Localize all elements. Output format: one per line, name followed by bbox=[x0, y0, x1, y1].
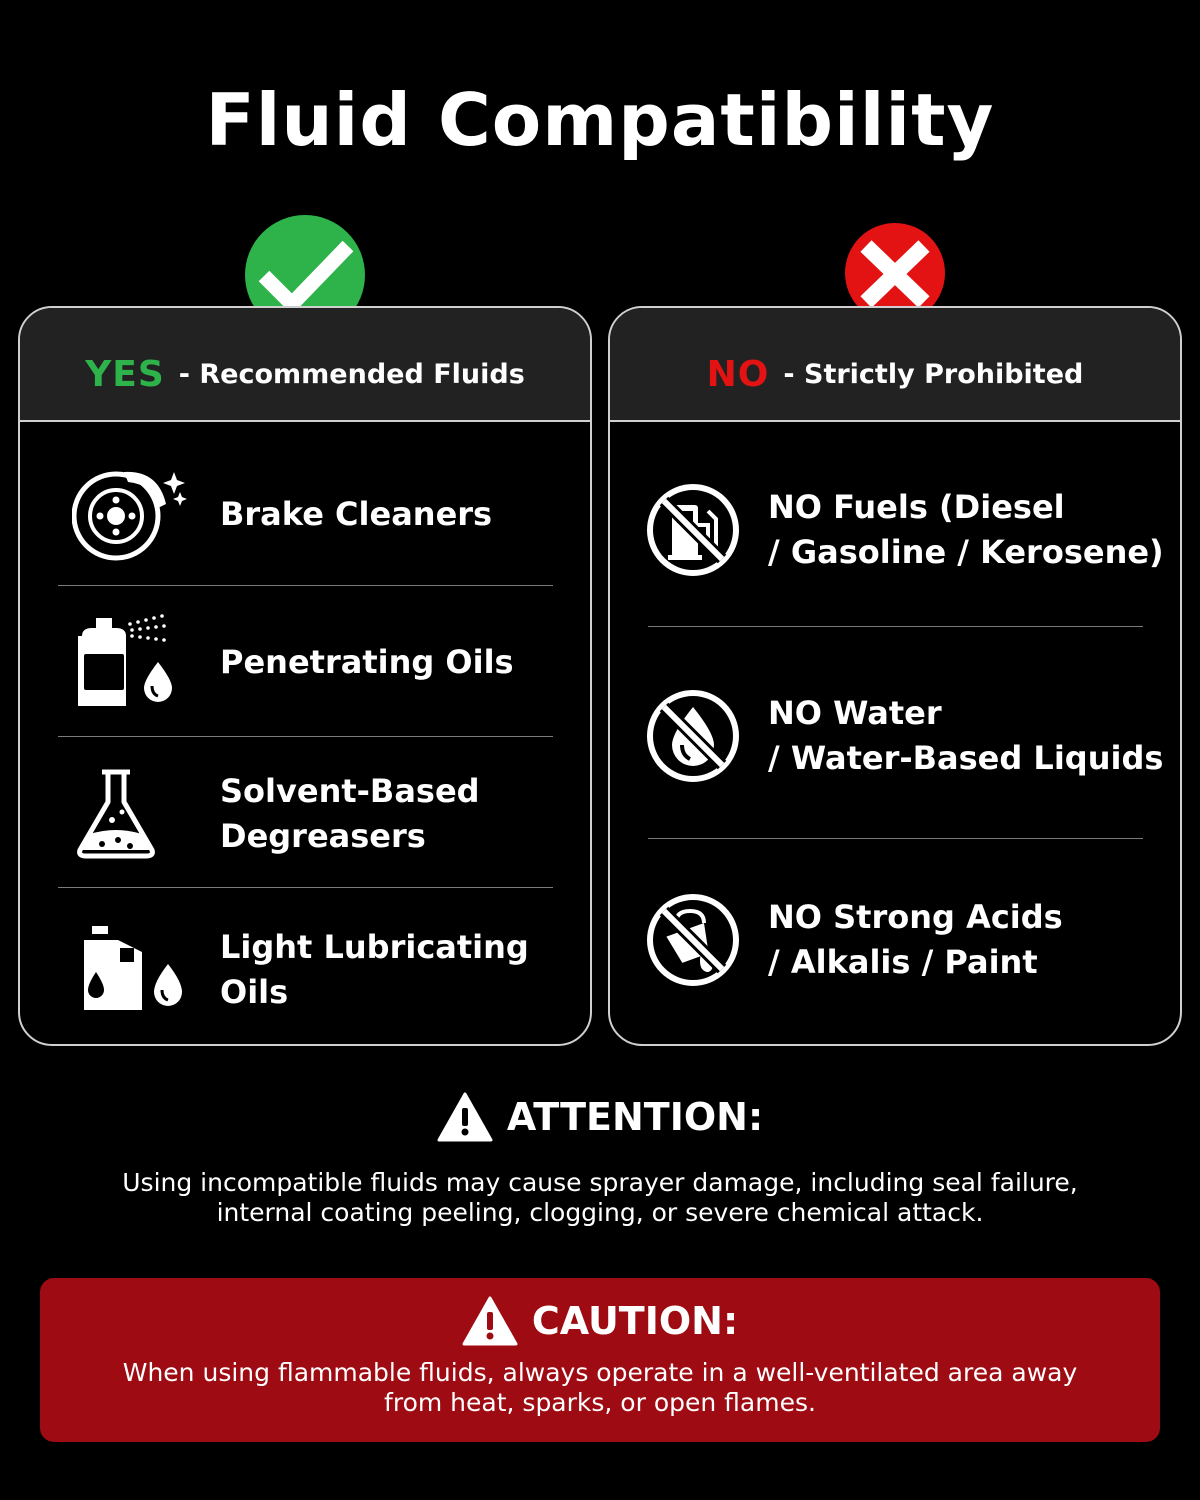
attention-title: ATTENTION: bbox=[506, 1095, 764, 1139]
attention-text: Using incompatible fluids may cause sprayer damage, including seal failure, internal coating peeling, clogging, or severe chemical attack. bbox=[122, 1168, 1078, 1227]
divider bbox=[648, 626, 1143, 627]
no-item-label: NO Water / Water-Based Liquids bbox=[768, 694, 1164, 777]
no-item-label: NO Strong Acids / Alkalis / Paint bbox=[768, 898, 1063, 981]
no-water-icon bbox=[646, 689, 740, 783]
list-item bbox=[72, 922, 529, 1018]
yes-tag: YES bbox=[85, 353, 165, 395]
warning-icon bbox=[462, 1296, 518, 1346]
divider bbox=[58, 887, 553, 888]
warning-icon bbox=[437, 1092, 493, 1142]
yes-item-label: Brake Cleaners bbox=[220, 494, 493, 533]
no-fuel-icon bbox=[646, 483, 740, 577]
list-item bbox=[646, 482, 1164, 578]
oil-jug-drop-icon bbox=[72, 922, 192, 1018]
no-paint-icon bbox=[646, 893, 740, 987]
yes-panel-header bbox=[20, 308, 590, 422]
spray-can-drop-icon bbox=[72, 614, 192, 710]
page-title: Fluid Compatibility bbox=[205, 78, 995, 162]
yes-item-label: Solvent-Based Degreasers bbox=[220, 772, 480, 855]
divider bbox=[58, 736, 553, 737]
attention-heading bbox=[0, 1092, 1200, 1142]
no-subtitle: - Strictly Prohibited bbox=[783, 358, 1084, 390]
brake-disc-icon bbox=[72, 466, 192, 562]
yes-subtitle: - Recommended Fluids bbox=[178, 358, 525, 390]
list-item bbox=[72, 766, 480, 862]
list-item bbox=[646, 892, 1063, 988]
caution-heading bbox=[40, 1296, 1160, 1346]
list-item bbox=[646, 688, 1163, 784]
no-tag: NO bbox=[706, 353, 770, 395]
divider bbox=[648, 838, 1143, 839]
caution-text: When using flammable fluids, always operate in a well-ventilated area away from heat, sparks, or open flames. bbox=[122, 1358, 1078, 1417]
list-item bbox=[72, 466, 492, 562]
no-panel-header bbox=[610, 308, 1180, 422]
flask-icon bbox=[72, 766, 192, 862]
yes-item-label: Penetrating Oils bbox=[220, 642, 514, 681]
divider bbox=[58, 585, 553, 586]
caution-title: CAUTION: bbox=[531, 1299, 739, 1343]
caution-box bbox=[40, 1278, 1160, 1442]
no-item-label: NO Fuels (Diesel / Gasoline / Kerosene) bbox=[768, 488, 1164, 571]
yes-item-label: Light Lubricating Oils bbox=[220, 928, 529, 1011]
list-item bbox=[72, 614, 514, 710]
